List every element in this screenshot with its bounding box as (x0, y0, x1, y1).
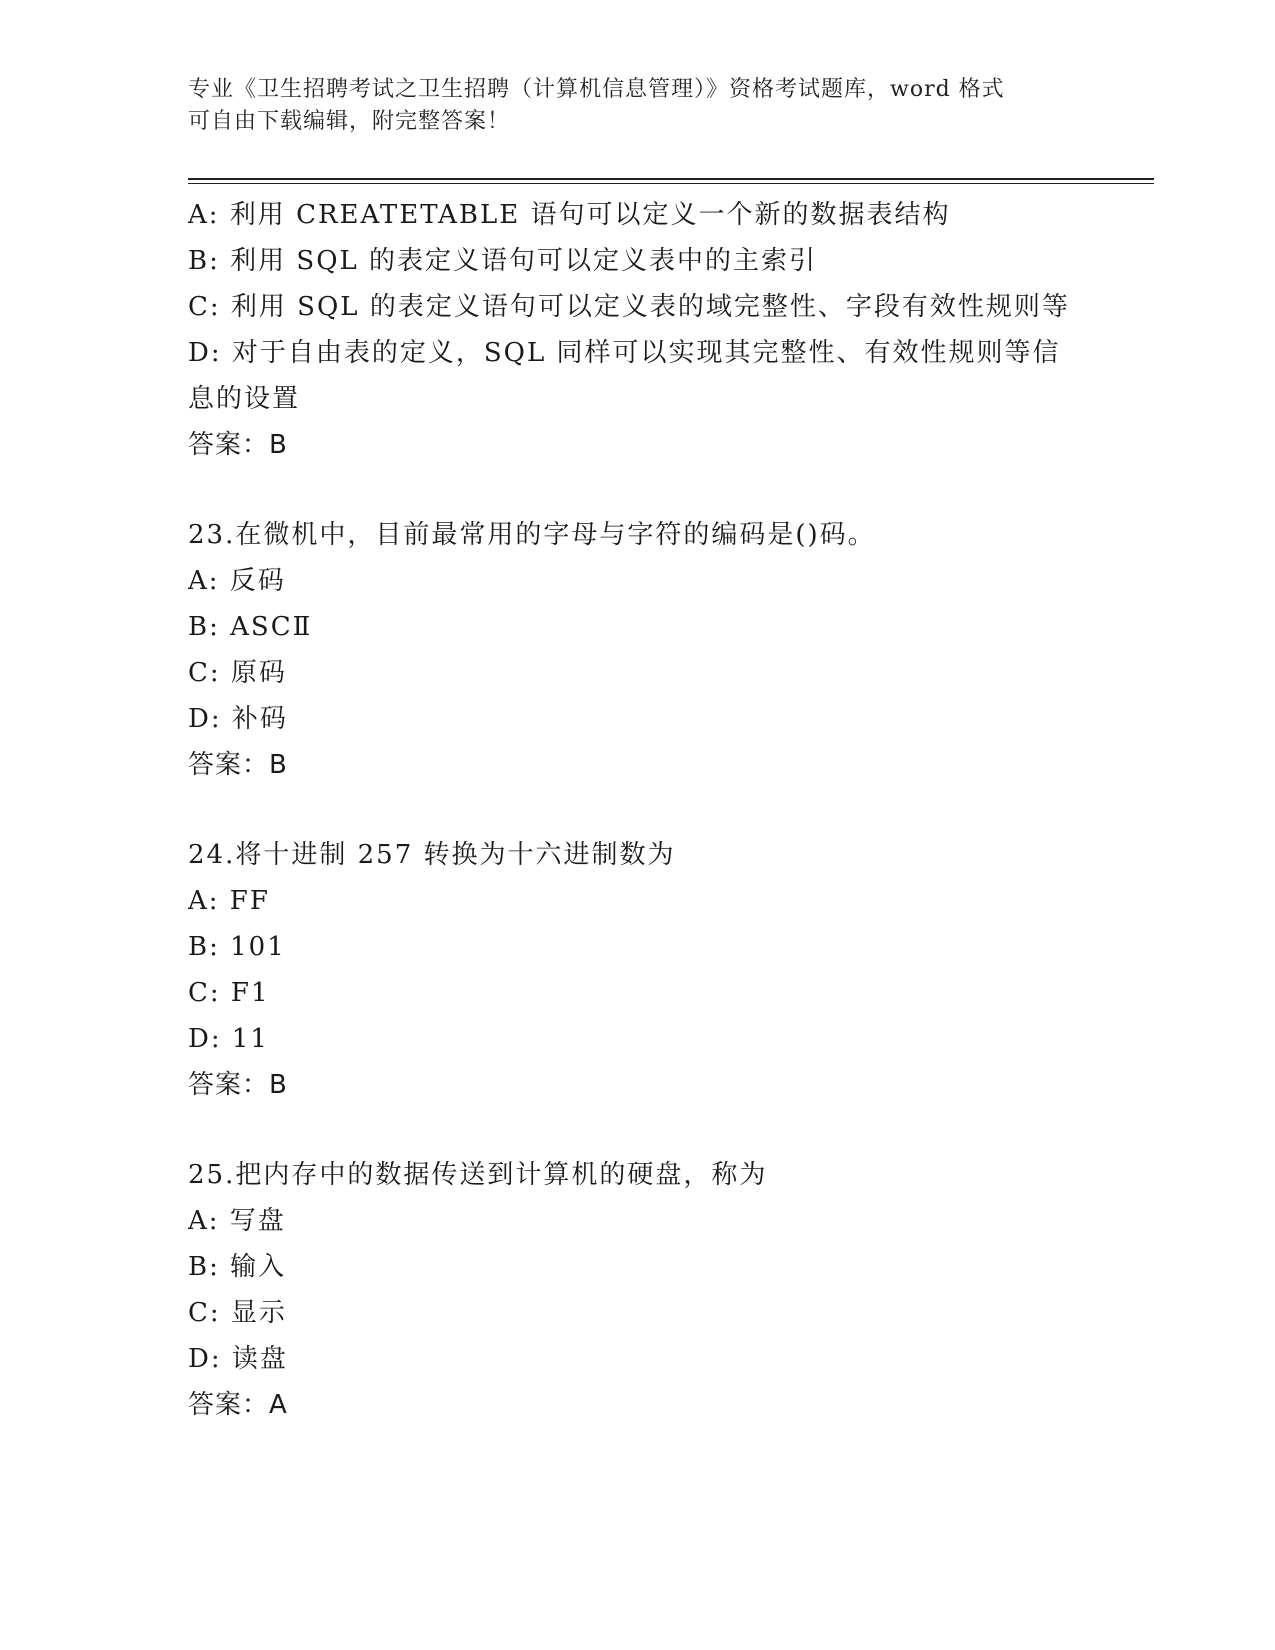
option-a: A: FF (188, 886, 270, 916)
option-d: D: 补码 (188, 704, 288, 734)
header-divider-thin (188, 183, 1154, 184)
question-title: 23.在微机中，目前最常用的字母与字符的编码是()码。 (188, 520, 876, 550)
option-b: B: 利用 SQL 的表定义语句可以定义表中的主索引 (188, 246, 818, 276)
option-b: B: 输入 (188, 1252, 287, 1282)
spacer (188, 1108, 1088, 1152)
document-header (188, 74, 1088, 138)
option-c: C: F1 (188, 978, 270, 1008)
question-list (188, 192, 1088, 1428)
question-22 (188, 192, 1088, 468)
option-b: B: 101 (188, 932, 286, 962)
answer-line: 答案：B (188, 750, 288, 780)
option-d: D: 11 (188, 1024, 269, 1054)
answer-line: 答案：B (188, 430, 288, 460)
question-title: 25.把内存中的数据传送到计算机的硬盘，称为 (188, 1160, 768, 1190)
option-a: A: 利用 CREATETABLE 语句可以定义一个新的数据表结构 (188, 200, 951, 230)
question-24 (188, 832, 1088, 1108)
option-c: C: 利用 SQL 的表定义语句可以定义表的域完整性、字段有效性规则等 (188, 292, 1070, 322)
answer-line: 答案：A (188, 1390, 288, 1420)
option-b: B: ASCⅡ (188, 612, 313, 642)
option-d: D: 对于自由表的定义，SQL 同样可以实现其完整性、有效性规则等信 (188, 338, 1061, 368)
option-a: A: 反码 (188, 566, 286, 596)
option-d: D: 读盘 (188, 1344, 288, 1374)
header-divider-thick (188, 178, 1154, 180)
answer-line: 答案：B (188, 1070, 288, 1100)
option-d-continued: 息的设置 (188, 384, 301, 414)
question-25 (188, 1152, 1088, 1428)
question-title: 24.将十进制 257 转换为十六进制数为 (188, 840, 676, 870)
option-c: C: 显示 (188, 1298, 287, 1328)
spacer (188, 788, 1088, 832)
option-c: C: 原码 (188, 658, 287, 688)
header-line-1: 专业《卫生招聘考试之卫生招聘（计算机信息管理）》资格考试题库，word 格式 (188, 77, 1005, 102)
header-line-2: 可自由下载编辑，附完整答案！ (188, 109, 511, 134)
option-a: A: 写盘 (188, 1206, 286, 1236)
spacer (188, 468, 1088, 512)
question-23 (188, 512, 1088, 788)
